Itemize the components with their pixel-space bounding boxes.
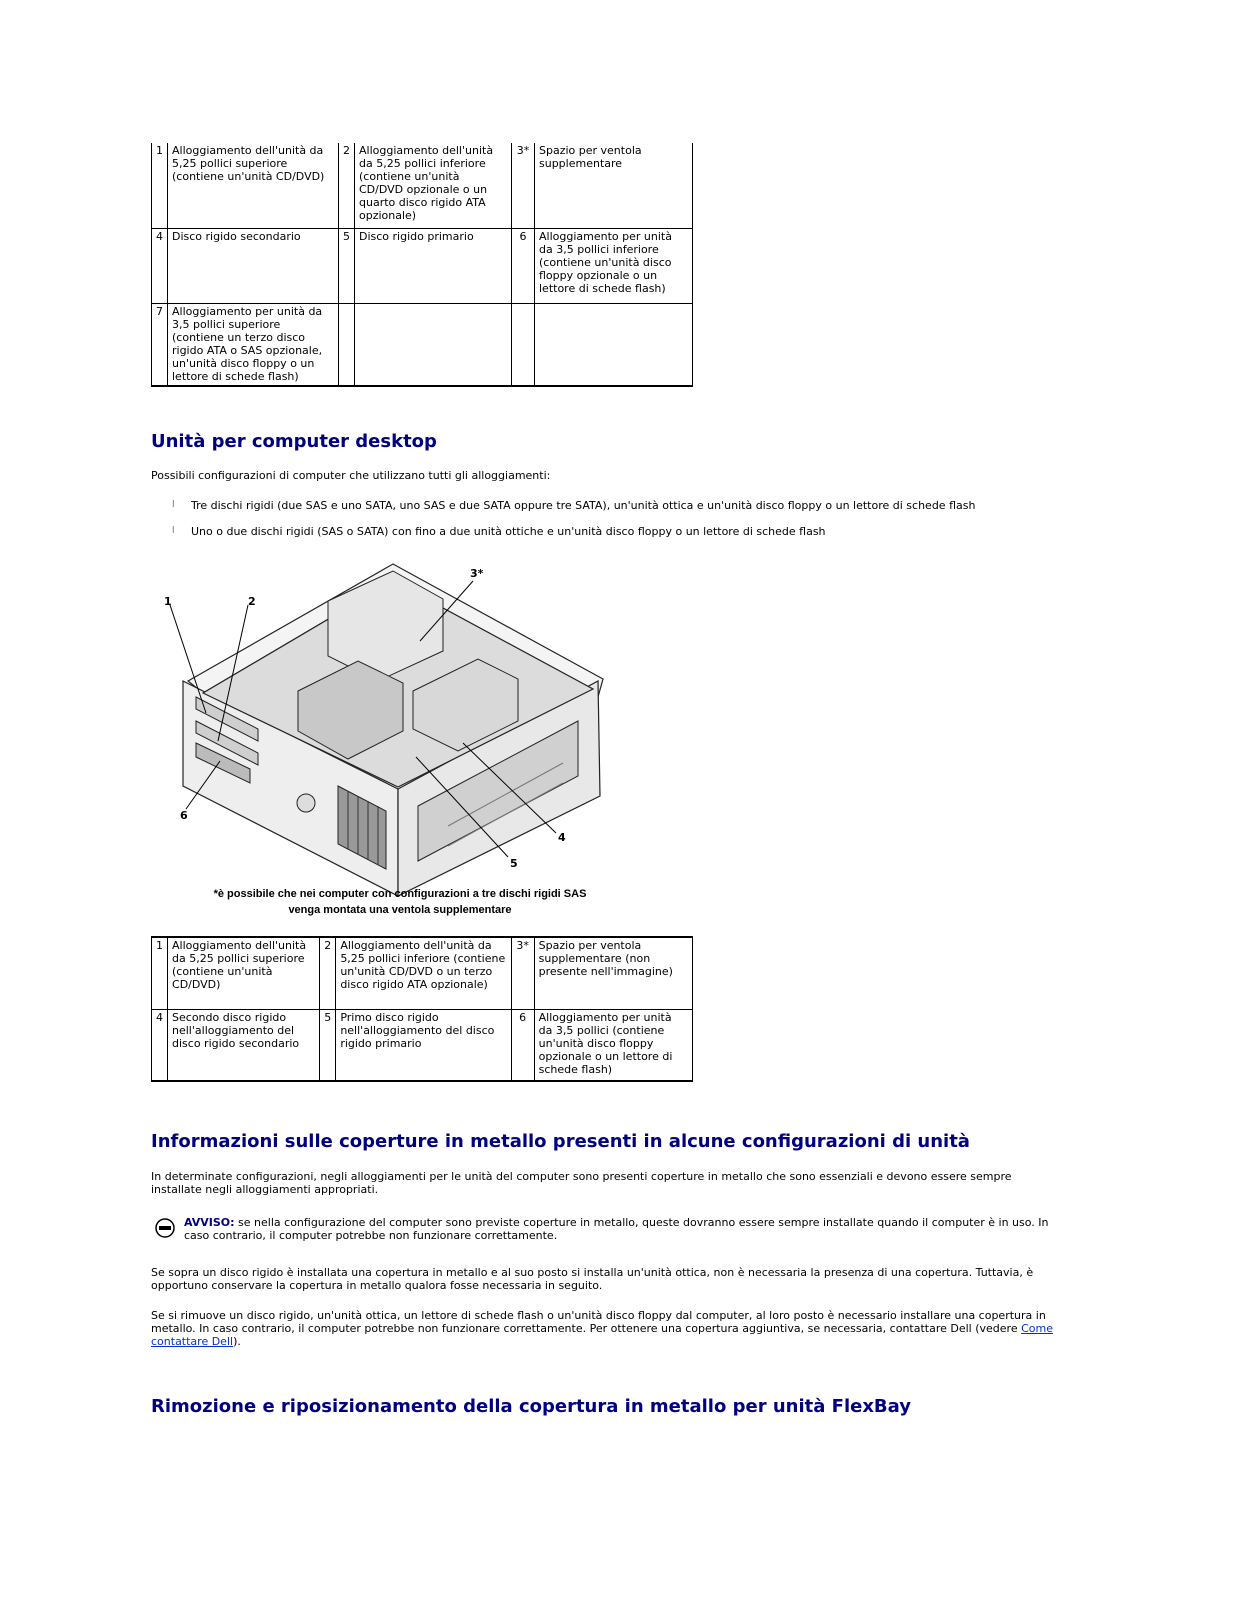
callout-description: Primo disco rigido nell'alloggiamento del disco rigido primario <box>336 1009 511 1081</box>
callout-description: Alloggiamento dell'unità da 5,25 pollici inferiore (contiene un'unità CD/DVD o un terzo disco rigido ATA opzionale) <box>336 937 511 1009</box>
table-row <box>152 937 693 1009</box>
contact-dell-link[interactable]: Come contattare Dell <box>151 1322 1054 1348</box>
callout-number: 1 <box>152 937 168 1009</box>
bullet-mark: l <box>172 526 175 536</box>
callout-number: 1 <box>152 143 168 228</box>
heading-flexbay: Rimozione e riposizionamento della copertura in metallo per unità FlexBay <box>151 1396 911 1417</box>
callout-number: 5 <box>339 228 355 303</box>
list-item: l Uno o due dischi rigidi (SAS o SATA) con fino a due unità ottiche e un'unità disco floppy o un lettore di schede flash <box>172 525 826 538</box>
notice-icon <box>155 1218 175 1238</box>
callout-number: 4 <box>152 1009 168 1081</box>
heading-metal-covers: Informazioni sulle coperture in metallo presenti in alcune configurazioni di unità <box>151 1131 970 1152</box>
callout-number: 4 <box>152 228 168 303</box>
callout-number: 2 <box>339 143 355 228</box>
callout-number: 2 <box>320 937 336 1009</box>
callout-description <box>355 303 512 386</box>
callout-description: Disco rigido primario <box>355 228 512 303</box>
callout-number <box>339 303 355 386</box>
callout-number: 5 <box>320 1009 336 1081</box>
list-item: l Tre dischi rigidi (due SAS e uno SATA, uno SAS e due SATA oppure tre SATA), un'unità ottica e un'unità disco floppy o un lettore di schede flash <box>172 499 976 512</box>
callout-label-6: 6 <box>180 809 188 822</box>
notice-text: se nella configurazione del computer sono previste coperture in metallo, queste dovranno essere sempre installate quando il computer è in uso. In caso contrario, il computer potrebbe non funzionare correttamente. <box>184 1216 1049 1242</box>
callout-number: 7 <box>152 303 168 386</box>
callout-description: Spazio per ventola supplementare <box>535 143 693 228</box>
computer-drives-illustration <box>158 561 618 921</box>
covers-paragraph-2: Se sopra un disco rigido è installata una copertura in metallo e al suo posto si installa un'unità ottica, non è necessaria la presenza di una copertura. Tuttavia, è opportuno conservare la copertura in metallo qualora fosse necessaria in seguito. <box>151 1266 1034 1292</box>
callout-label-2: 2 <box>248 595 256 608</box>
covers-paragraph-1: In determinate configurazioni, negli alloggiamenti per le unità del computer sono presenti coperture in metallo che sono essenziali e devono essere sempre installate negli alloggiamenti appropriati. <box>151 1170 1012 1196</box>
callout-description: Alloggiamento dell'unità da 5,25 pollici superiore (contiene un'unità CD/DVD) <box>168 143 339 228</box>
callout-number: 3* <box>511 937 534 1009</box>
callout-number: 3* <box>512 143 535 228</box>
callout-label-5: 5 <box>510 857 518 870</box>
callout-description: Disco rigido secondario <box>168 228 339 303</box>
callout-number: 6 <box>512 228 535 303</box>
figure-caption-line2: venga montata una ventola supplementare <box>288 904 512 916</box>
callout-description: Secondo disco rigido nell'alloggiamento del disco rigido secondario <box>168 1009 320 1081</box>
callout-description: Spazio per ventola supplementare (non presente nell'immagine) <box>534 937 692 1009</box>
callout-description: Alloggiamento per unità da 3,5 pollici (contiene un'unità disco floppy opzionale o un lettore di schede flash) <box>534 1009 692 1081</box>
callout-description <box>535 303 693 386</box>
callout-label-1: 1 <box>164 595 172 608</box>
callout-label-3: 3* <box>470 567 484 580</box>
intro-text: Possibili configurazioni di computer che utilizzano tutti gli alloggiamenti: <box>151 469 551 482</box>
callout-table-bottom <box>151 936 693 1082</box>
table-row <box>152 1009 693 1081</box>
table-row <box>152 228 693 303</box>
notice-label: AVVISO: <box>184 1216 235 1229</box>
bullet-mark: l <box>172 500 175 510</box>
config-list <box>172 499 975 551</box>
table-row <box>152 303 693 386</box>
callout-description: Alloggiamento dell'unità da 5,25 pollici inferiore (contiene un'unità CD/DVD opzionale o un quarto disco rigido ATA opzionale) <box>355 143 512 228</box>
heading-desktop-drives: Unità per computer desktop <box>151 431 437 452</box>
table-row <box>152 143 693 228</box>
figure-caption-line1: *è possibile che nei computer con configurazioni a tre dischi rigidi SAS <box>213 888 587 900</box>
callout-description: Alloggiamento per unità da 3,5 pollici superiore (contiene un terzo disco rigido ATA o SAS opzionale, un'unità disco floppy o un lettore di schede flash) <box>168 303 339 386</box>
callout-description: Alloggiamento per unità da 3,5 pollici inferiore (contiene un'unità disco floppy opzionale o un lettore di schede flash) <box>535 228 693 303</box>
callout-label-4: 4 <box>558 831 566 844</box>
callout-number: 6 <box>511 1009 534 1081</box>
callout-number <box>512 303 535 386</box>
callout-table-top <box>151 143 693 387</box>
callout-description: Alloggiamento dell'unità da 5,25 pollici superiore (contiene un'unità CD/DVD) <box>168 937 320 1009</box>
covers-paragraph-3: Se si rimuove un disco rigido, un'unità ottica, un lettore di schede flash o un'unità disco floppy dal computer, al loro posto è necessario installare una copertura in metallo. In caso contrario, il computer potrebbe non funzionare correttamente. Per ottenere una copertura aggiuntiva, se necessaria, contattare Dell (vedere Come contattare Dell). <box>151 1309 1054 1348</box>
